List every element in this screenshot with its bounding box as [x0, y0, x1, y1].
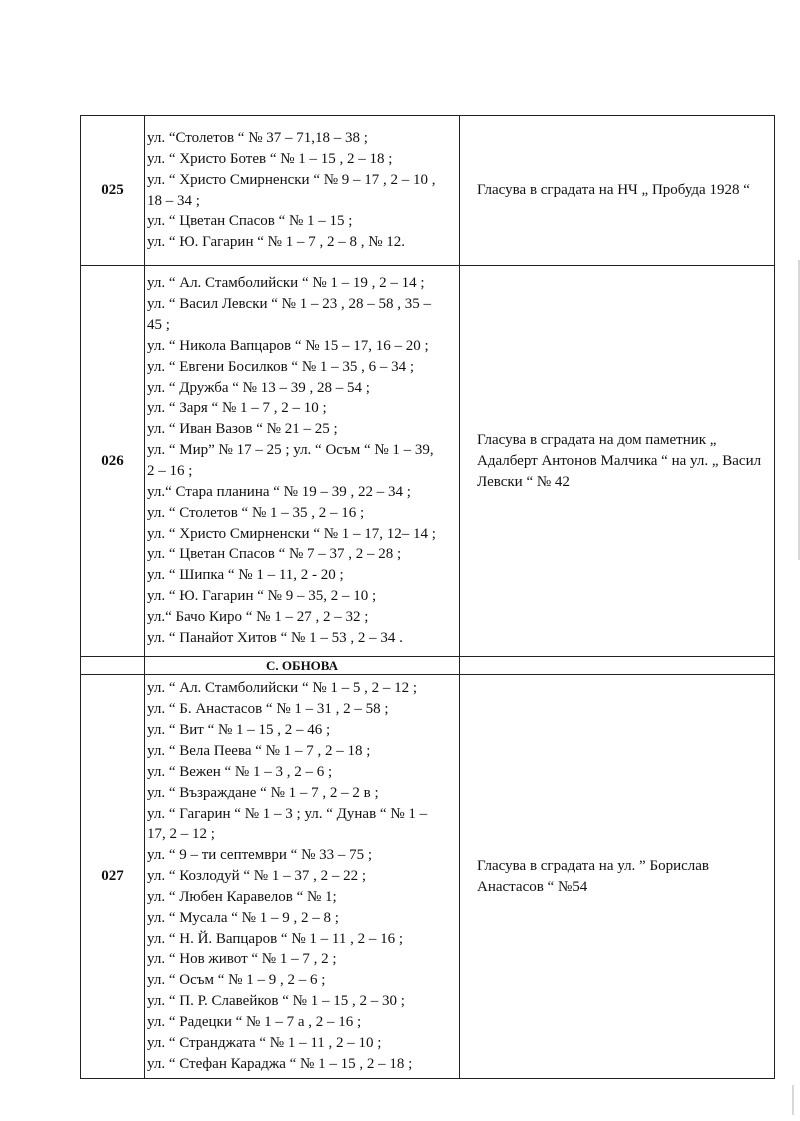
street-line: ул. “ Ю. Гагарин “ № 9 – 35, 2 – 10 ; — [147, 588, 377, 605]
scan-edge-mark — [792, 1085, 794, 1115]
street-line: ул. “ 9 – ти септември “ № 33 – 75 ; — [147, 847, 373, 864]
street-line: ул. “ П. Р. Славейков “ № 1 – 15 , 2 – 30 ; — [147, 993, 405, 1010]
section-row-025 — [81, 116, 775, 266]
village-title: С. ОБНОВА — [145, 657, 460, 675]
street-line: ул. “ Ал. Стамболийски “ № 1 – 19 , 2 – 14 ; — [147, 275, 425, 292]
street-line: ул.“ Бачо Киро “ № 1 – 27 , 2 – 32 ; — [147, 608, 369, 625]
street-list — [145, 266, 460, 657]
street-line: ул. “ Дружба “ № 13 – 39 , 28 – 54 ; — [147, 379, 370, 396]
village-header-row — [81, 657, 775, 675]
street-line: 17, 2 – 12 ; — [147, 826, 215, 843]
street-line: ул. “ Вежен “ № 1 – 3 , 2 – 6 ; — [147, 763, 333, 780]
street-line: ул. “ Нов живот “ № 1 – 7 , 2 ; — [147, 951, 337, 968]
street-line: ул. “ Христо Ботев “ № 1 – 15 , 2 – 18 ; — [147, 150, 393, 167]
polling-place: Гласува в сградата на дом паметник „ Адалберт Антонов Малчика “ на ул. „ Васил Левски “ № 42 — [460, 266, 775, 657]
street-line: ул. “ Странджата “ № 1 – 11 , 2 – 10 ; — [147, 1034, 382, 1051]
street-list — [145, 116, 460, 266]
section-row-027 — [81, 675, 775, 1079]
village-header-spacer — [81, 657, 145, 675]
street-line: ул. “ Вела Пеева “ № 1 – 7 , 2 – 18 ; — [147, 743, 371, 760]
street-line: ул. “ Радецки “ № 1 – 7 а , 2 – 16 ; — [147, 1013, 362, 1030]
section-number: 025 — [81, 116, 145, 266]
street-line: ул. “ Възраждане “ № 1 – 7 , 2 – 2 в ; — [147, 784, 379, 801]
village-header-spacer — [460, 657, 775, 675]
section-number: 026 — [81, 266, 145, 657]
street-line: ул.“ Стара планина “ № 19 – 39 , 22 – 34 ; — [147, 483, 411, 500]
section-row-026 — [81, 266, 775, 657]
street-line: ул. “ Шипка “ № 1 – 11, 2 - 20 ; — [147, 567, 344, 584]
street-line: ул. “ Ал. Стамболийски “ № 1 – 5 , 2 – 12 ; — [147, 680, 418, 697]
street-line: 2 – 16 ; — [147, 463, 193, 479]
street-line: ул. “ Евгени Босилков “ № 1 – 35 , 6 – 34 ; — [147, 358, 415, 375]
street-line: ул. “ Васил Левски “ № 1 – 23 , 28 – 58 , 35 – — [147, 296, 431, 313]
street-line: ул. “ Любен Каравелов “ № 1; — [147, 888, 337, 905]
street-line: ул. “ Мир” № 17 – 25 ; ул. “ Осъм “ № 1 – 39, — [147, 442, 434, 459]
section-number: 027 — [81, 675, 145, 1079]
polling-place: Гласува в сградата на ул. ” Борислав Анастасов “ №54 — [460, 675, 775, 1079]
polling-sections-table — [80, 115, 775, 1079]
street-line: ул. “ Заря “ № 1 – 7 , 2 – 10 ; — [147, 400, 327, 417]
street-line: 18 – 34 ; — [147, 192, 200, 209]
street-line: ул. “ Христо Смирненски “ № 1 – 17, 12– 14 ; — [147, 525, 436, 542]
street-line: 45 ; — [147, 317, 170, 334]
street-line: ул. “ Осъм “ № 1 – 9 , 2 – 6 ; — [147, 972, 326, 989]
street-line: ул. “ Вит “ № 1 – 15 , 2 – 46 ; — [147, 722, 331, 739]
street-line: ул. “ Козлодуй “ № 1 – 37 , 2 – 22 ; — [147, 868, 367, 885]
street-line: ул. “ Стефан Караджа “ № 1 – 15 , 2 – 18 ; — [147, 1055, 413, 1072]
street-line: ул. “ Н. Й. Вапцаров “ № 1 – 11 , 2 – 16 ; — [147, 930, 403, 947]
street-line: ул. “ Мусала “ № 1 – 9 , 2 – 8 ; — [147, 909, 339, 926]
street-line: ул. “ Христо Смирненски “ № 9 – 17 , 2 – 10 , — [147, 171, 436, 188]
polling-place: Гласува в сградата на НЧ „ Пробуда 1928 “ — [460, 116, 775, 266]
street-line: ул. “ Иван Вазов “ № 21 – 25 ; — [147, 421, 338, 438]
street-line: ул. “ Гагарин “ № 1 – 3 ; ул. “ Дунав “ № 1 – — [147, 805, 428, 822]
street-line: ул. “ Б. Анастасов “ № 1 – 31 , 2 – 58 ; — [147, 701, 389, 718]
street-line: ул. “ Столетов “ № 1 – 35 , 2 – 16 ; — [147, 504, 365, 521]
street-line: ул. “ Панайот Хитов “ № 1 – 53 , 2 – 34 . — [147, 629, 403, 646]
street-line: ул. “Столетов “ № 37 – 71,18 – 38 ; — [147, 129, 368, 146]
street-line: ул. “ Цветан Спасов “ № 1 – 15 ; — [147, 213, 353, 230]
street-line: ул. “ Ю. Гагарин “ № 1 – 7 , 2 – 8 , № 12. — [147, 234, 406, 251]
street-line: ул. “ Никола Вапцаров “ № 15 – 17, 16 – 20 ; — [147, 337, 429, 354]
street-list — [145, 675, 460, 1079]
street-line: ул. “ Цветан Спасов “ № 7 – 37 , 2 – 28 ; — [147, 546, 402, 563]
